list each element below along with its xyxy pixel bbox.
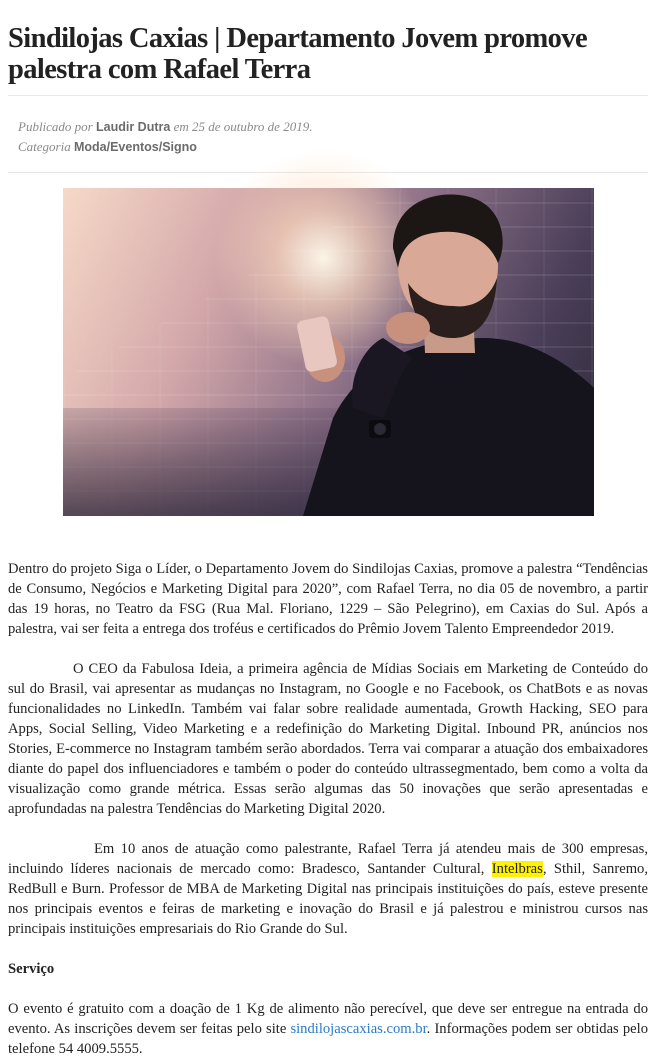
paragraph-service-text-b: . Informações podem ser obtidas pelo telefone 54 4009.5555. <box>8 1021 649 1057</box>
paragraph-experience <box>8 839 648 939</box>
category-link[interactable]: Moda/Eventos/Signo <box>73 140 197 154</box>
service-heading: Serviço <box>8 961 55 977</box>
published-date: em 25 de outubro de 2019. <box>173 119 313 134</box>
highlighted-brand: Intelbras <box>491 861 543 877</box>
article-title: Sindilojas Caxias | Departamento Jovem promove palestra com Rafael Terra <box>8 23 587 85</box>
published-prefix: Publicado por <box>18 119 93 134</box>
paragraph-intro: Dentro do projeto Siga o Líder, o Departamento Jovem do Sindilojas Caxias, promove a palestra “Tendências de Consumo, Negócios e Marketing Digital para 2020”, com Rafael Terra, no dia 05 de novembro, a partir das 19 horas, no Teatro da FSG (Rua Mal. Floriano, 1229 – São Pelegrino), em Caxias do Sul. Após a palestra, vai ser feita a entrega dos troféus e certificados do Prêmio Jovem Talento Empreendedor 2019. <box>8 561 648 637</box>
paragraph-service-text-a: O evento é gratuito com a doação de 1 Kg de alimento não perecível, que deve ser entregue na entrada do evento. As inscrições devem ser feitas pelo site <box>8 1001 648 1037</box>
man-with-phone-illustration <box>63 188 594 516</box>
article-body <box>8 559 648 1059</box>
paragraph-experience-text-b: , Sthil, Sanremo, RedBull e Burn. Professor de MBA de Marketing Digital nas principais instituições do país, esteve presente nos principais eventos e feiras de marketing e inovação do Brasil e já palestrou e ministrou cursos nas principais instituições empresariais do Rio Grande do Sul. <box>8 861 648 937</box>
hero-photo <box>63 188 594 516</box>
paragraph-ceo: O CEO da Fabulosa Ideia, a primeira agência de Mídias Sociais em Marketing de Conteúdo do sul do Brasil, vai apresentar as mudanças no Instagram, no Google e no Facebook, os ChatBots e as novas funcionalidades no LinkedIn. Também vai falar sobre realidade aumentada, Growth Hacking, SEO para Apps, Social Selling, Video Marketing e a redefinição do Marketing Digital. Inbound PR, anúncios nos Stories, E-commerce no Instagram também serão abordados. Terra vai comparar a atuação dos embaixadores diante do papel dos influenciadores e também o poder do conteúdo ultrassegmentado, bem como a volta da visualização como grande métrica. Essas serão algumas das 50 inovações que serão apresentadas e aprofundadas na palestra Tendências do Marketing Digital 2020. <box>8 661 648 817</box>
author-link[interactable]: Laudir Dutra <box>96 120 171 134</box>
paragraph-experience-text-a: Em 10 anos de atuação como palestrante, Rafael Terra já atendeu mais de 300 empresas, incluindo líderes nacionais de mercado como: Bradesco, Santander Cultural, <box>8 841 648 877</box>
paragraph-service <box>8 999 648 1059</box>
category-label: Categoria <box>18 139 71 154</box>
published-line <box>18 117 647 137</box>
site-link[interactable]: sindilojascaxias.com.br <box>290 1021 427 1037</box>
